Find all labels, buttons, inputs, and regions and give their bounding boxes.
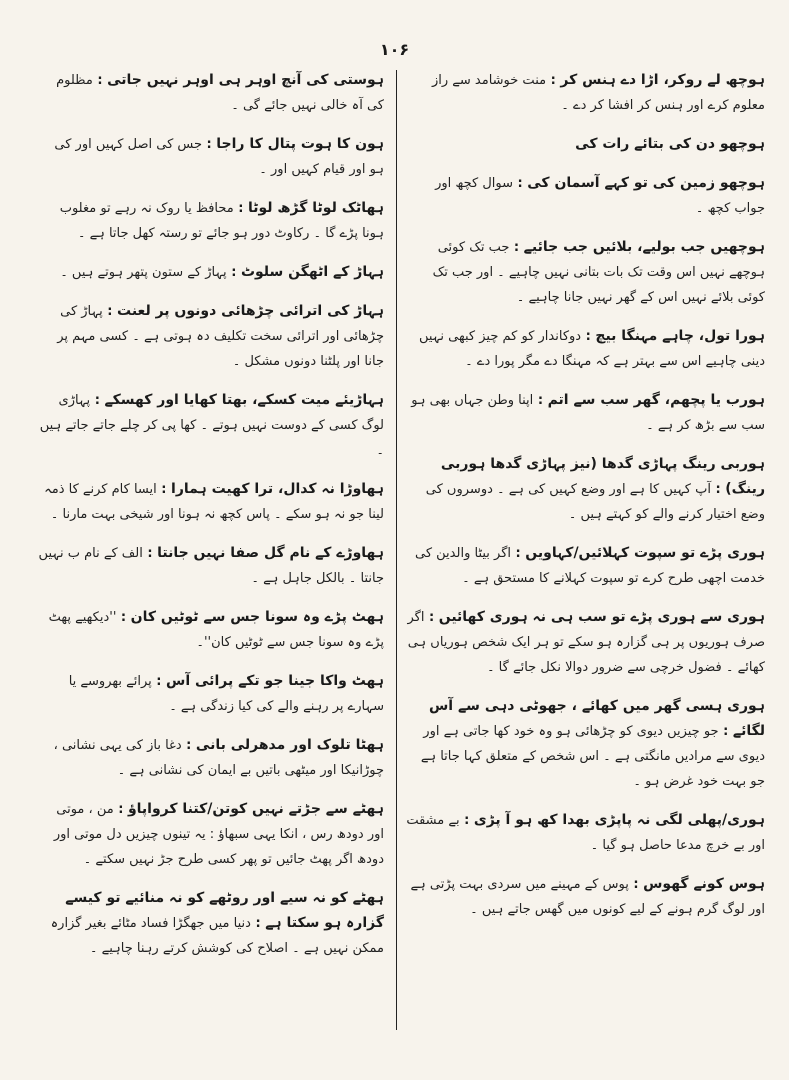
proverb-separator: : — [102, 304, 118, 319]
proverb-separator: : — [250, 916, 266, 931]
proverb-separator: : — [92, 73, 108, 88]
proverb-headword: ہھٹے کو نہ سیے اور روٹھے کو نہ منائیے تو کیسے گزارہ ہو سکتا ہے — [65, 890, 384, 931]
proverb-meaning: الف کے نام ب نہیں جانتا ۔ بالکل جاہل ہے ۔ — [38, 546, 384, 586]
proverb-headword: ہوستی کی آنچ اوہر ہی اوہر نہیں جاتی — [107, 72, 384, 88]
proverb-separator: : — [533, 393, 548, 408]
proverb-entry — [405, 872, 765, 922]
proverb-separator: : — [513, 176, 528, 191]
proverb-meaning: من ، موتی اور دودھ رس ، انکا یہی سبھاؤ : یہ تینوں چیزیں دل موتی اور دودھ اگر پھٹ جائیں تو پھر کسی طرح جڑ نہیں سکتے ۔ — [53, 802, 384, 867]
proverb-meaning: پہاڑ کی چڑھائی اور اترائی سخت تکلیف دہ ہوتی ہے ۔ کسی مہم پر جانا اور پلٹنا دونوں مشکل ۔ — [57, 304, 384, 369]
proverb-entry — [36, 605, 384, 655]
proverb-meaning: محافظ یا روک نہ رہے تو مغلوب ہونا پڑے گا ۔ رکاوٹ دور ہو جائے تو رستہ کھل جاتا ہے ۔ — [59, 201, 384, 241]
proverb-separator: : — [718, 724, 733, 739]
proverb-headword: ہوچھ لے روکر، اڑا دے ہنس کر — [560, 72, 765, 88]
proverb-entry — [405, 605, 765, 680]
proverb-entry — [405, 68, 765, 118]
proverb-headword: ہہاڑیئے میت کسکے، بھتا کھایا اور کھسکے — [104, 392, 384, 408]
proverb-headword: ہھاٹک لوٹا گڑھ لوٹا — [248, 200, 384, 216]
proverb-meaning: پرائے بھروسے یا سہارے پر رہنے والے کی کیا زندگی ہے ۔ — [68, 674, 384, 714]
proverb-separator: : — [581, 329, 596, 344]
proverb-separator: : — [142, 546, 158, 561]
proverb-meaning: مظلوم کی آہ خالی نہیں جائے گی ۔ — [56, 73, 384, 113]
proverb-separator: : — [156, 482, 172, 497]
proverb-separator: : — [628, 877, 644, 892]
proverb-meaning: اگر بیٹا والدین کی خدمت اچھی طرح کرے تو سپوت کہلانے کا مستحق ہے ۔ — [415, 546, 765, 586]
left-column — [36, 68, 384, 1040]
proverb-entry — [405, 235, 765, 310]
proverb-separator: : — [233, 201, 248, 216]
proverb-meaning: پہاڑی لوگ کسی کے دوست نہیں ہوتے ۔ کھا پی کر چلے جاتے جاتے ہیں ۔ — [39, 393, 384, 458]
proverb-meaning: آپ کہیں کا ہے اور وضع کہیں کی ہے ۔ دوسروں کی وضع اختیار کرنے والے کو کہتے ہیں ۔ — [425, 482, 765, 522]
proverb-meaning: جب تک کوئی ہوچھے نہیں اس وقت تک بات بتانی نہیں چاہیے ۔ اور جب تک کوئی بلائے نہیں اس کے گھر نہیں جانا چاہیے ۔ — [432, 240, 765, 305]
column-divider — [396, 70, 397, 1030]
page-number: ۱۰۶ — [379, 40, 410, 59]
proverb-headword: ہوربی رینگ پہاڑی گدھا (نیز پہاڑی گدھا ہوربی رینگ) — [440, 456, 765, 497]
proverb-separator: : — [710, 482, 726, 497]
proverb-headword: ہورب یا پچھم، گھر سب سے اتم — [547, 392, 765, 408]
proverb-meaning: منت خوشامد سے راز معلوم کرے اور ہنس کر افشا کر دے ۔ — [431, 73, 765, 113]
proverb-headword: ہوری/پھلی لگی نہ پاپڑی بھدا کھ ہو آ پڑی — [473, 812, 765, 828]
proverb-entry — [36, 68, 384, 118]
proverb-entry — [36, 388, 384, 463]
proverb-headword: ہھٹ واکا جینا جو تکے پرائی آس — [166, 673, 384, 689]
proverb-meaning: ایسا کام کرنے کا ذمہ لینا جو نہ ہو سکے ۔ پاس کچھ نہ ہونا اور شیخی بہت مارنا ۔ — [44, 482, 384, 522]
proverb-meaning: دنیا میں جھگڑا فساد مٹائے بغیر گزارہ ممکن نہیں ہے ۔ اصلاح کی کوشش کرتے رہنا چاہیے ۔ — [50, 916, 384, 956]
proverb-headword: ہورا تول، چاہے مہنگا بیچ — [595, 328, 765, 344]
proverb-entry — [36, 541, 384, 591]
proverb-headword: ہھاوڑا نہ کدال، ترا کھیت ہمارا — [171, 481, 384, 497]
proverb-meaning: پہاڑ کے ستون پتھر ہوتے ہیں ۔ — [60, 265, 227, 280]
proverb-headword: ہھٹے سے جڑتے نہیں کوتن/کتنا کرواپاؤ — [127, 801, 384, 817]
proverb-headword: ہوری پڑے تو سپوت کہلائیں/کہاویں — [525, 545, 765, 561]
proverb-separator: : — [181, 738, 196, 753]
proverb-meaning: جو چیزیں دیوی کو چڑھائی ہو وہ خود کھا جاتی ہے اور دیوی سے مرادیں مانگتی ہے ۔ اس شخص کے متعلق کہا جاتا ہے جو بہت خود غرض ہو ۔ — [420, 724, 765, 789]
proverb-headword: ہھاوڑے کے نام گل صفا نہیں جانتا — [157, 545, 384, 561]
proverb-entry — [405, 132, 765, 157]
proverb-headword: ہہاڑ کی اترائی چڑھائی دونوں پر لعنت — [117, 303, 384, 319]
proverb-entry — [405, 808, 765, 858]
proverb-meaning: دغا باز کی یہی نشانی ، چوڑانیکا اور میٹھی باتیں بے ایمان کی نشانی ہے ۔ — [53, 738, 384, 778]
proverb-entry — [36, 299, 384, 374]
proverb-headword: ہھٹ پڑے وہ سونا جس سے ٹوٹیں کان — [130, 609, 384, 625]
right-column — [405, 68, 765, 1040]
proverb-separator: : — [116, 610, 131, 625]
proverb-separator: : — [459, 813, 474, 828]
proverb-entry — [36, 669, 384, 719]
proverb-headword: ہوچھیں جب بولیے، بلائیں جب جائیے — [523, 239, 765, 255]
proverb-headword: ہوچھو زمین کی تو کہے آسمان کی — [527, 175, 765, 191]
proverb-meaning: جس کی اصل کہیں اور کی ہو اور قیام کہیں اور ۔ — [54, 137, 384, 177]
proverb-separator: : — [546, 73, 561, 88]
proverb-entry — [36, 886, 384, 961]
proverb-separator: : — [424, 610, 439, 625]
proverb-headword: ہوچھو دن کی بتائے رات کی — [575, 136, 765, 152]
proverb-meaning: پوس کے مہینے میں سردی بہت پڑتی ہے اور لوگ گرم ہونے کے لیے کونوں میں گھس جاتے ہیں ۔ — [410, 877, 765, 917]
proverb-headword: ہون کا ہوت پتال کا راجا — [216, 136, 384, 152]
proverb-meaning: اپنا وطن جہاں بھی ہو سب سے بڑھ کر ہے ۔ — [411, 393, 765, 433]
proverb-meaning: دوکاندار کو کم چیز کبھی نہیں دینی چاہیے اس سے بہتر ہے کہ مہنگا دے مگر پورا دے ۔ — [419, 329, 765, 369]
proverb-separator: : — [202, 137, 217, 152]
proverb-separator: : — [509, 240, 524, 255]
proverb-headword: ہھٹا تلوک اور مدھرلی بانی — [195, 737, 384, 753]
proverb-entry — [36, 132, 384, 182]
proverb-entry — [36, 260, 384, 285]
proverb-headword: ہوری ہسی گھر میں کھائے ، جھوٹی دہی سے آس لگائے — [428, 698, 765, 739]
proverb-meaning: بے مشقت اور بے خرچ مدعا حاصل ہو گیا ۔ — [406, 813, 765, 853]
proverb-separator: : — [113, 802, 128, 817]
proverb-entry — [36, 797, 384, 872]
proverb-headword: ہوس کونے گھوس — [643, 876, 765, 892]
proverb-entry — [405, 388, 765, 438]
proverb-entry — [405, 452, 765, 527]
proverb-separator: : — [511, 546, 526, 561]
proverb-headword: ہوری سے ہوری پڑے تو سب ہی نہ ہوری کھائیں — [438, 609, 765, 625]
proverb-entry — [405, 541, 765, 591]
proverb-entry — [36, 733, 384, 783]
proverb-entry — [405, 171, 765, 221]
proverb-separator: : — [90, 393, 105, 408]
proverb-meaning: سوال کچھ اور جواب کچھ ۔ — [435, 176, 765, 216]
proverb-separator: : — [151, 674, 167, 689]
proverb-entry — [36, 196, 384, 246]
proverb-headword: ہہاڑ کے اٹھگن سلوٹ — [240, 264, 384, 280]
proverb-entry — [36, 477, 384, 527]
proverb-separator: : — [226, 265, 241, 280]
proverb-meaning: ''دیکھیے پھٹ پڑے وہ سونا جس سے ٹوٹیں کان''۔ — [48, 610, 384, 650]
proverb-entry — [405, 324, 765, 374]
proverb-meaning: اگر صرف ہوریوں پر ہی گزارہ ہو سکے تو ہر ایک شخص ہوریاں ہی کھائے ۔ فضول خرچی سے ضرور دوالا نکل جائے گا ۔ — [407, 610, 765, 675]
proverb-entry — [405, 694, 765, 794]
